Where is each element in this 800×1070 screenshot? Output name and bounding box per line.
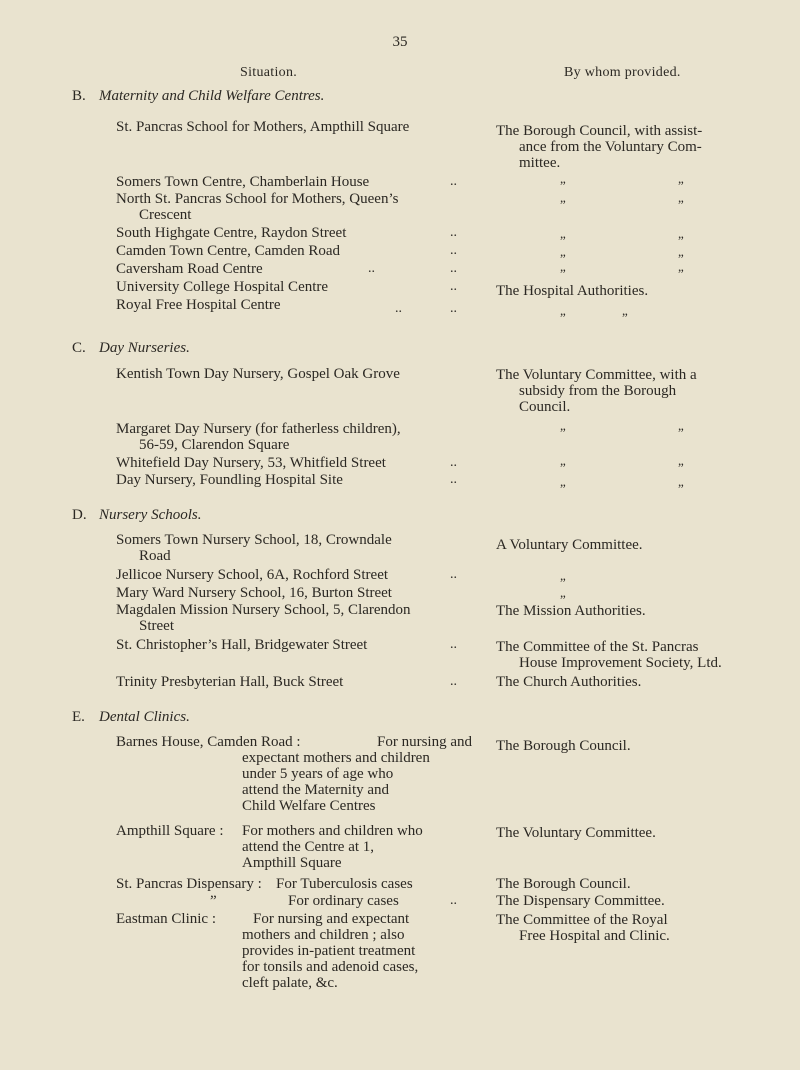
column-heading-provider: By whom provided. (564, 65, 681, 80)
clinic-label: Ampthill Square : (116, 823, 224, 839)
provider: A Voluntary Committee. (496, 537, 643, 553)
provider: The Borough Council. (496, 876, 631, 892)
list-item: South Highgate Centre, Raydon Street (116, 225, 347, 241)
provider: The Mission Authorities. (496, 603, 646, 619)
clinic-description: For Tuberculosis cases (276, 876, 413, 892)
column-heading-situation: Situation. (240, 65, 298, 80)
ditto-mark: ” (678, 233, 684, 248)
list-item: St. Pancras School for Mothers, Ampthill Square (116, 119, 410, 135)
ditto-mark: ” (560, 425, 566, 440)
section-letter: B. (72, 88, 86, 104)
leader-dots: .. (395, 301, 402, 316)
ditto-mark: ” (560, 266, 566, 281)
section-heading-b (72, 88, 324, 105)
list-item: Kentish Town Day Nursery, Gospel Oak Grove (116, 366, 400, 382)
ditto-mark: ” (678, 178, 684, 193)
ditto-mark: ” (560, 251, 566, 266)
leader-dots: .. (450, 472, 457, 487)
ditto-mark: ” (560, 481, 566, 496)
list-item: University College Hospital Centre (116, 279, 329, 295)
list-item: Mary Ward Nursery School, 16, Burton Street (116, 585, 392, 601)
clinic-description: For nursing and expectant mothers and children under 5 years of age who attend the Maternity and Child Welfare Centres (242, 734, 472, 814)
ditto-mark: ” (678, 251, 684, 266)
ditto-mark: ” (678, 425, 684, 440)
leader-dots: .. (450, 301, 457, 316)
section-heading-d (72, 507, 202, 524)
provider: The Borough Council, with assist- ance from the Voluntary Com- mittee. (496, 123, 703, 171)
section-heading-c (72, 340, 190, 357)
list-item: Somers Town Centre, Chamberlain House (116, 174, 370, 190)
leader-dots: .. (450, 567, 457, 582)
clinic-label: St. Pancras Dispensary : (116, 876, 262, 892)
clinic-description: For ordinary cases (288, 893, 399, 909)
clinic-label: Barnes House, Camden Road : (116, 734, 301, 750)
provider: The Voluntary Committee. (496, 825, 656, 841)
provider: The Dispensary Committee. (496, 893, 665, 909)
ditto-mark: ” (678, 266, 684, 281)
list-item: North St. Pancras School for Mothers, Queen’s Crescent (116, 191, 399, 223)
section-title: Nursery Schools. (99, 507, 202, 523)
list-item: Magdalen Mission Nursery School, 5, Clarendon Street (116, 602, 411, 634)
list-item: Jellicoe Nursery School, 6A, Rochford Street (116, 567, 389, 583)
clinic-label: Eastman Clinic : (116, 911, 216, 927)
ditto-mark: ” (560, 575, 566, 590)
leader-dots: .. (450, 893, 457, 908)
ditto-mark: ” (678, 197, 684, 212)
section-title: Day Nurseries. (99, 340, 190, 356)
list-item: Royal Free Hospital Centre (116, 297, 281, 313)
leader-dots: .. (450, 243, 457, 258)
list-item: St. Christopher’s Hall, Bridgewater Street (116, 637, 368, 653)
page-number: 35 (392, 34, 408, 50)
clinic-description: For mothers and children who attend the Centre at 1, Ampthill Square (242, 823, 423, 871)
ditto-mark: ” (678, 460, 684, 475)
ditto-mark: ” (678, 481, 684, 496)
ditto-mark: ” (560, 197, 566, 212)
provider: The Borough Council. (496, 738, 631, 754)
list-item: Margaret Day Nursery (for fatherless children), 56-59, Clarendon Square (116, 421, 401, 453)
section-title: Maternity and Child Welfare Centres. (99, 88, 325, 104)
list-item: Somers Town Nursery School, 18, Crowndale Road (116, 532, 392, 564)
list-item: Trinity Presbyterian Hall, Buck Street (116, 674, 344, 690)
leader-dots: .. (368, 261, 375, 276)
leader-dots: .. (450, 674, 457, 689)
ditto-mark: ” (622, 310, 628, 325)
leader-dots: .. (450, 174, 457, 189)
section-heading-e (72, 709, 190, 726)
section-letter: D. (72, 507, 87, 523)
provider: The Voluntary Committee, with a subsidy from the Borough Council. (496, 367, 697, 415)
section-letter: C. (72, 340, 86, 356)
list-item: Caversham Road Centre (116, 261, 263, 277)
leader-dots: .. (450, 637, 457, 652)
ditto-mark: ” (560, 460, 566, 475)
leader-dots: .. (450, 261, 457, 276)
leader-dots: .. (450, 225, 457, 240)
list-item: Camden Town Centre, Camden Road (116, 243, 341, 259)
section-letter: E. (72, 709, 85, 725)
ditto-mark: ” (560, 233, 566, 248)
provider: The Church Authorities. (496, 674, 642, 690)
list-item: Day Nursery, Foundling Hospital Site (116, 472, 343, 488)
ditto-mark: ” (560, 592, 566, 607)
list-item: Whitefield Day Nursery, 53, Whitfield Street (116, 455, 386, 471)
provider: The Hospital Authorities. (496, 283, 649, 299)
clinic-description: For nursing and expectant mothers and children ; also provides in-patient treatment for tonsils and adenoid cases, cleft palate, &c. (242, 911, 419, 991)
ditto-mark: ” (560, 310, 566, 325)
leader-dots: .. (450, 455, 457, 470)
clinic-label: ” (210, 893, 217, 909)
section-title: Dental Clinics. (99, 709, 190, 725)
ditto-mark: ” (560, 178, 566, 193)
provider: The Committee of the St. Pancras House Improvement Society, Ltd. (496, 639, 722, 671)
provider: The Committee of the Royal Free Hospital and Clinic. (496, 912, 670, 944)
leader-dots: .. (450, 279, 457, 294)
